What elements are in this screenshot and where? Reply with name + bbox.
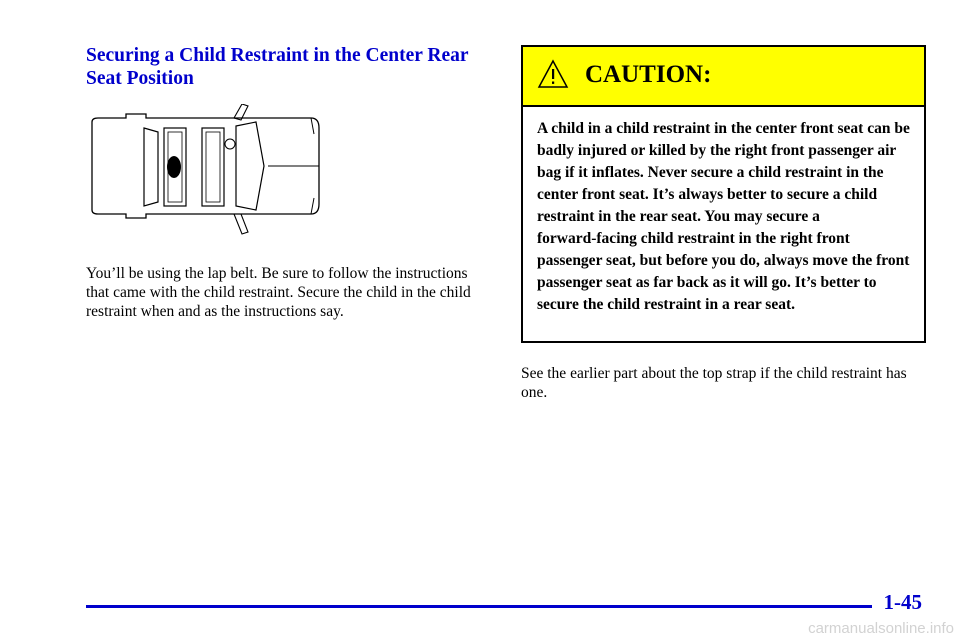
- caution-box: [521, 45, 926, 343]
- watermark: carmanualsonline.info: [808, 620, 954, 637]
- page-number: 1-45: [883, 590, 922, 614]
- car-top-view-icon: [86, 104, 331, 239]
- body-paragraph: You’ll be using the lap belt. Be sure to follow the instructions that came with the child restraint. Secure the child in the child restraint when and as the instructions say.: [86, 265, 471, 320]
- caution-title: CAUTION:: [585, 61, 712, 88]
- caution-header: [523, 47, 924, 107]
- section-title: Securing a Child Restraint in the Center Rear Seat Position: [86, 45, 469, 89]
- footer-divider: [86, 605, 872, 608]
- caution-text: A child in a child restraint in the center front seat can be badly injured or killed by the right front passenger air bag if it inflates. Never secure a child restraint in the center front seat. It’s always better to secure a child restraint in the rear seat. You may secure a forward‑facing child restraint in the right front passenger seat, but before you do, always move the front passenger seat as far back as it will go. It’s better to secure the child restraint in a rear seat.: [537, 120, 910, 313]
- warning-triangle-icon: [537, 59, 569, 89]
- top-strap-note: See the earlier part about the top strap if the child restraint has one.: [521, 365, 907, 401]
